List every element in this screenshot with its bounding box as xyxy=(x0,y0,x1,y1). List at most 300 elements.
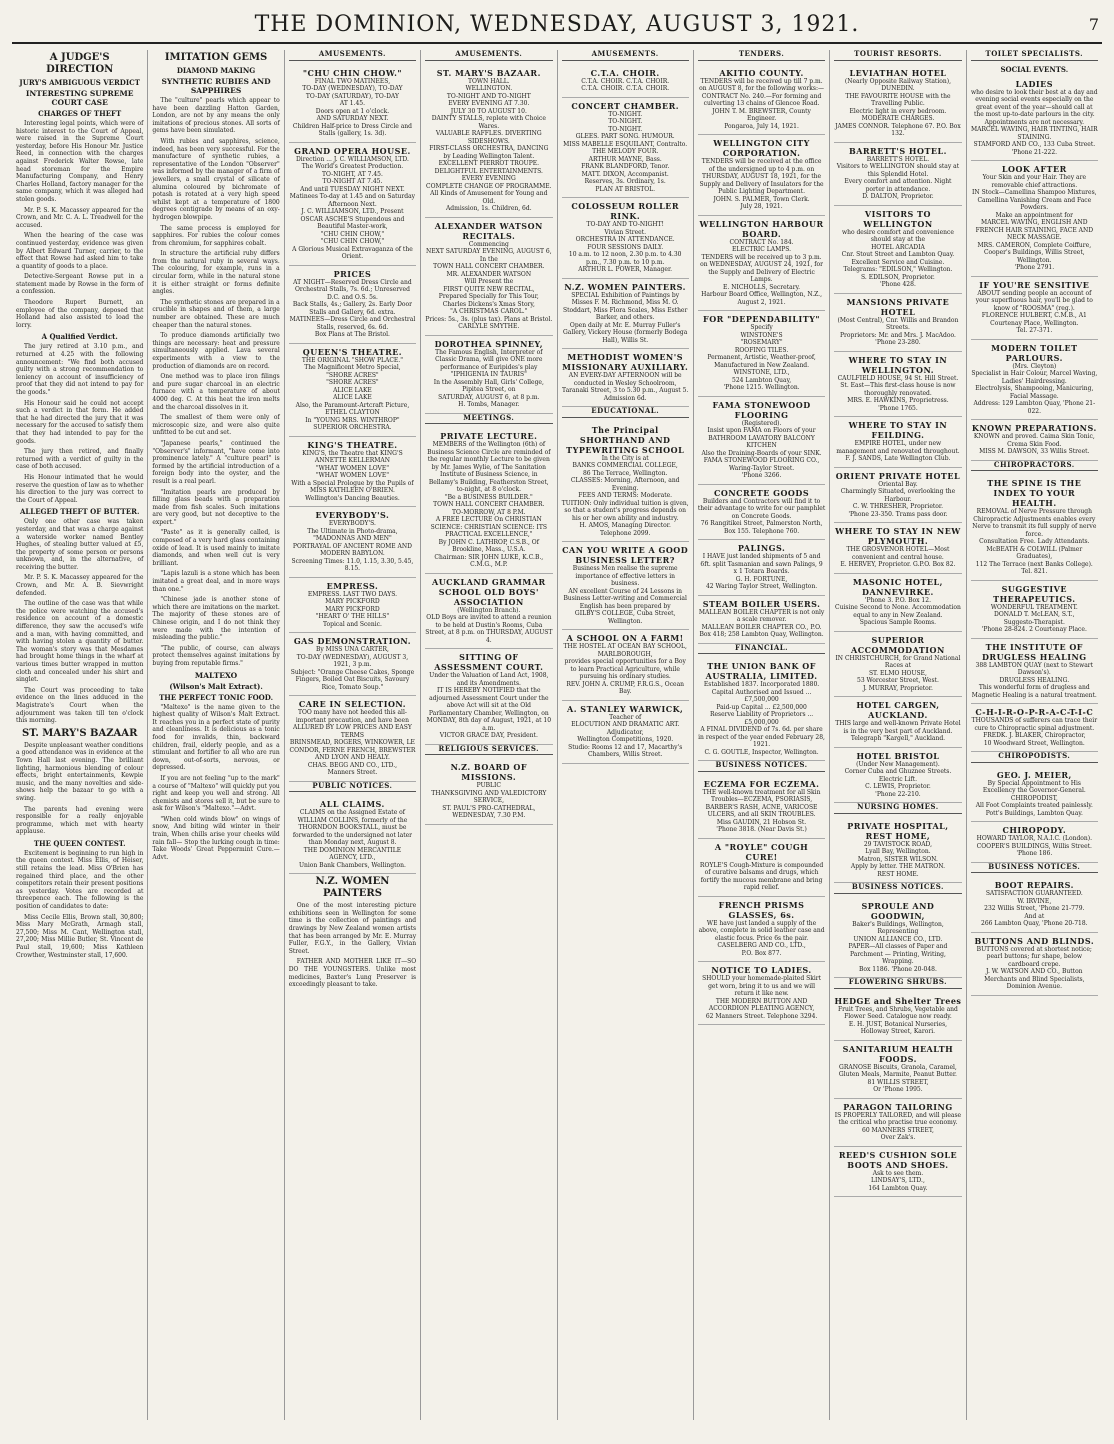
advertisement-line: "WHAT WOMEN LOVE" xyxy=(315,472,389,480)
advertisement-line: ALICE LAKE xyxy=(333,386,372,394)
article-paragraph: "Maltexo" is the name given to the highest quality of Wilson's Malt Extract. It reaches you in a perfect state of purity and cleanliness. It is delicious as a tonic food for invalids, thin, backward children, frail, elderly people, and as a stimulant and fortifier to all who are run down, out-of-sorts, nervous, or depressed. xyxy=(152,703,280,772)
advertisement-line: Pongaroa, July 14, 1921. xyxy=(724,122,799,130)
advertisement-line: 'Phone 186. xyxy=(1016,850,1053,858)
advertisement-line: Miss GAUDIN, 21 Hobson St. xyxy=(716,818,807,826)
classified-advertisement xyxy=(834,1147,961,1198)
advertisement-line: DAINTY STALLS, replete with Choice Wares. xyxy=(431,115,546,130)
advertisement-title: C-H-I-R-O-P-R-A-C-T-I-C xyxy=(975,707,1094,718)
advertisement-line: WEDNESDAY, 7.30 P.M. xyxy=(452,812,526,820)
advertisement-line: TENDERS will be received up to 3 p.m. on WEDNESDAY, AUGUST 24, 1921, for the Supply and Delivery of Electric Lamps. xyxy=(700,253,823,284)
advertisement-line: C. LEWIS, Proprietor. xyxy=(865,783,931,791)
column-section-heading: AMUSEMENTS. xyxy=(425,50,552,61)
classified-advertisement xyxy=(834,468,961,524)
advertisement-title: AUCKLAND GRAMMAR SCHOOL OLD BOYS' ASSOCIATION xyxy=(432,576,546,607)
classified-advertisement xyxy=(834,993,961,1041)
classified-advertisement xyxy=(698,216,825,312)
advertisement-line: Electric Lift. xyxy=(878,775,917,783)
article-subheadline: SYNTHETIC RUBIES AND SAPPHIRES xyxy=(161,77,271,95)
classified-advertisement xyxy=(562,701,689,764)
advertisement-line: Will Present the xyxy=(464,278,514,286)
advertisement-line: CLAIMS on the Assigned Estate of WILLIAM COLLINS, formerly of the THORNDON BOOKSTALL, must be forwarded to the undersigned not later than Monday next, August 8. xyxy=(292,809,413,847)
advertisement-line: THE DOMINION MERCANTILE AGENCY, LTD., xyxy=(303,846,402,862)
newspaper-page xyxy=(12,10,1102,1424)
advertisement-title: NOTICE TO LADIES. xyxy=(711,965,812,976)
classified-advertisement xyxy=(425,428,552,574)
advertisement-title: MANSIONS PRIVATE HOTEL xyxy=(846,296,950,317)
advertisement-line: TENDERS will be received up till 7 p.m. on AUGUST 8, for the following works:— xyxy=(699,77,825,93)
advertisement-line: FIRST-CLASS ORCHESTRA, DANCING by Leading Wellington Talent. xyxy=(429,145,549,160)
classified-advertisement xyxy=(971,420,1098,461)
advertisement-line: C. G. GOUTLE, Inspector, Wellington. xyxy=(704,748,819,756)
article-paragraph: Despite unpleasant weather conditions a good attendance was in evidence at the Town Hall last evening. The brilliant lighting, harmonious blending of colour effects, bright entertainments, Kewpie music, and the many novelties and side-shows help the bazaar to go with a swing. xyxy=(16,741,144,802)
advertisement-line: Back Stalls, 4s.; Gallery, 2s. Early Door Stalls and Gallery, 6d. extra. xyxy=(292,301,413,316)
advertisement-line: IN CHRISTCHURCH, for Grand National Races at xyxy=(835,654,961,670)
advertisement-line: C.T.A. CHOIR. C.T.A. CHOIR. xyxy=(581,85,670,93)
advertisement-line: In the Assembly Hall, Girls' College, Pipitea Street, on xyxy=(433,378,544,394)
advertisement-line: Suggesto-Therapist. xyxy=(1003,618,1065,626)
advertisement-line: J. MURRAY, Proprietor. xyxy=(862,684,933,692)
advertisement-line: A FREE LECTURE On CHRISTIAN SCIENCE: CHRISTIAN SCIENCE: ITS PRACTICAL EXCELLENCE," xyxy=(430,516,547,539)
advertisement-line: JOHN T. M. BREWSTER, County Engineer. xyxy=(712,107,811,123)
column-4 xyxy=(421,50,557,1420)
advertisement-line: ANNETTE KELLERMAN xyxy=(314,457,390,465)
advertisement-line: EMPIRE HOTEL, under new management and renovated throughout. xyxy=(836,440,960,455)
advertisement-line: (Registered). xyxy=(741,419,782,427)
column-section-heading: NURSING HOMES. xyxy=(834,803,961,814)
advertisement-title: VISITORS TO WELLINGTON xyxy=(863,208,933,229)
advertisement-line: Prepared Specially for This Tour, xyxy=(438,293,539,301)
classified-advertisement xyxy=(289,65,416,143)
advertisement-line: 'Phone 3266. xyxy=(741,472,782,480)
article-paragraph: In structure the artificial ruby differs from the natural ruby in several ways. The colouring, for example, runs in a circular form, while in the natural stone it is either straight or forms definite angles. xyxy=(152,250,280,296)
advertisement-line: WONDERFUL TREATMENT. xyxy=(990,603,1078,611)
advertisement-title: EMPRESS. xyxy=(326,580,379,591)
advertisement-line: Oriental Bay. xyxy=(878,480,918,488)
advertisement-line: THE HOSTEL AT OCEAN BAY SCHOOL, MARLBOROUGH, xyxy=(563,643,687,658)
advertisement-title: CARE IN SELECTION. xyxy=(298,699,407,710)
classified-advertisement xyxy=(698,485,825,541)
advertisement-title: KNOWN PREPARATIONS. xyxy=(971,423,1097,434)
advertisement-line: PAPER—All classes of Paper and Parchment — Printing, Writing, Wrapping. xyxy=(848,943,948,966)
advertisement-line: 'Phone 2791. xyxy=(1014,264,1055,272)
advertisement-line: Prices: 5s., 3s. (plus tax). Plans at Bristol. xyxy=(425,315,553,323)
advertisement-line: With a Special Prologue by the Pupils of xyxy=(291,479,414,487)
advertisement-line: AT NIGHT—Reserved Dress Circle and Orchestral Stalls, 7s. 6d.; Unreserved D.C. and O.S. 5s. xyxy=(293,278,412,301)
advertisement-title: A "ROYLE" COUGH CURE! xyxy=(714,841,809,862)
classified-advertisement xyxy=(834,352,961,418)
advertisement-line: REV. JOHN A. CRUMP, F.R.G.S., Ocean Bay. xyxy=(566,680,685,696)
advertisement-title: WHERE TO STAY IN NEW PLYMOUTH. xyxy=(835,526,961,547)
article-paragraph: "Chinese jade is another stone of which there are imitations on the market. The majority of these stones are of Chinese origin, and I do not think they were made with the intention of misleading the public." xyxy=(152,596,280,642)
advertisement-line: 232 Willis Street, 'Phone 21-779. xyxy=(984,905,1085,913)
classified-advertisement xyxy=(425,218,552,336)
advertisement-line: DELIGHTFUL ENTERTAINMENTS. xyxy=(434,167,543,175)
column-grid xyxy=(12,50,1102,1420)
advertisement-line: MODERATE CHARGES. xyxy=(861,115,935,123)
advertisement-line: TO-NIGHT, AT 7.45. xyxy=(321,170,383,178)
advertisement-line: Box 1186. 'Phone 20-048. xyxy=(858,965,937,973)
advertisement-line: "A CHRISTMAS CAROL." xyxy=(450,308,528,316)
advertisement-line: FAMA STONEWOOD FLOORING CO., xyxy=(703,457,820,465)
advertisement-line: The Ultimate in Photo-drama, xyxy=(307,527,398,535)
article-paragraph: Mr. P. S. K. Macassey appeared for the Crown, and Mr. A. B. Sievwright defended. xyxy=(16,574,144,597)
column-section-heading: TENDERS. xyxy=(698,50,825,61)
advertisement-line: D. DALTON, Proprietor. xyxy=(862,193,934,201)
advertisement-line: FIRST QUITE NEW RECITAL, xyxy=(443,285,535,293)
advertisement-line: TO-DAY (WEDNESDAY), TO-DAY xyxy=(302,85,403,93)
advertisement-title: LEVIATHAN HOTEL xyxy=(849,67,947,78)
advertisement-line: who desire comfort and convenience should stay at the xyxy=(841,228,954,244)
article-paragraph: The "culture" pearls which appear to have been dazzling Hatton Garden, London, are not by any means the only imitations of precious stones. All sorts of gems have been simulated. xyxy=(152,97,280,135)
classified-advertisement xyxy=(834,632,961,698)
advertisement-line: 60 MANNERS STREET, xyxy=(862,1126,934,1134)
advertisement-line: "SHORE ACRES" xyxy=(326,371,379,379)
advertisement-line: CLASSES: Morning, Afternoon, and Evening. xyxy=(570,477,680,492)
advertisement-line: DUNEDIN. xyxy=(881,85,915,93)
article-crosshead: THE QUEEN CONTEST. xyxy=(33,838,126,848)
advertisement-title: FOR "DEPENDABILITY" xyxy=(703,314,821,325)
advertisement-line: 'Phone 428. xyxy=(880,281,916,289)
advertisement-line: THE ORIGINAL "SHOW PLACE." xyxy=(301,356,403,364)
advertisement-title: WELLINGTON CITY CORPORATION. xyxy=(713,138,810,159)
classified-advertisement xyxy=(834,206,961,294)
advertisement-line: (Nearly Opposite Railway Station), xyxy=(844,77,951,85)
advertisement-line: MISS M. DAWSON, 33 Willis Street. xyxy=(979,448,1090,456)
advertisement-line: Or 'Phone 1995. xyxy=(873,1086,923,1094)
article-subheadline: INTERESTING SUPREME COURT CASE xyxy=(25,89,134,107)
advertisement-line: IN Stock—Camellina Shampoo Mixtures, Camellina Vanishing Cream and Face Powders. xyxy=(972,189,1097,212)
advertisement-line: MR. ALEXANDER WATSON xyxy=(446,270,532,278)
advertisement-line: Chairman: SIR JOHN LUKE, K.C.B., C.M.G., M.P. xyxy=(434,553,544,569)
advertisement-line: TOWN HALL CONCERT CHAMBER. xyxy=(433,501,545,509)
advertisement-line: Box Plans at The Bristol. xyxy=(314,331,390,339)
advertisement-line: (Wellington Branch). xyxy=(457,606,521,614)
advertisement-line: "Be a BUSINESS BUILDER." xyxy=(444,493,533,501)
classified-advertisement xyxy=(971,76,1098,162)
advertisement-line: FEES AND TERMS: Moderate. xyxy=(578,492,673,500)
advertisement-line: 42 Waring Taylor Street, Wellington. xyxy=(705,583,818,591)
advertisement-line: Cnr. Stout Street and Lambton Quay. Excellent Service and Cuisine. xyxy=(841,251,955,266)
advertisement-title: PALINGS. xyxy=(737,543,786,554)
article-paragraph: Theodore Rupert Burnett, an employee of the company, deposed that Holland had also assisted to load the lorry. xyxy=(16,299,144,329)
advertisement-line: PUBLIC xyxy=(476,782,501,790)
advertisement-title: THE INSTITUTE OF DRUGLESS HEALING xyxy=(981,641,1087,662)
advertisement-line: JULY 30 TO AUGUST 10. xyxy=(450,107,527,115)
advertisement-line: TO-DAY (SATURDAY), TO-DAY xyxy=(305,92,399,100)
advertisement-line: who desire to look their best at a day and evening social events especially on the great event of the year—should call at the most up-to-date parlours in the city. xyxy=(971,88,1098,119)
advertisement-title: SPROULE AND GOODWIN, xyxy=(861,900,935,921)
article-headline: A JUDGE'S DIRECTION xyxy=(46,52,114,75)
advertisement-line: 'Phone 3. P.O. Box 12. xyxy=(864,596,931,604)
advertisement-line: FRANK BLANDFORD, Tenor. xyxy=(581,163,670,171)
advertisement-line: MARCEL WAVING, HAIR TINTING, HAIR STAINING. xyxy=(971,126,1098,141)
advertisement-line: Your Skin and your Hair. They are removable chief attractions. xyxy=(982,174,1087,189)
classified-advertisement xyxy=(425,649,552,745)
advertisement-line: ST. PAUL'S PRO-CATHEDRAL, xyxy=(442,804,536,812)
advertisement-line: St. East—This first-class house is now thoroughly renovated. xyxy=(840,382,956,397)
advertisement-title: The Principal SHORTHAND AND TYPEWRITING SCHOOL xyxy=(566,424,685,455)
column-section-heading: FLOWERING SHRUBS. xyxy=(834,978,961,989)
advertisement-line: 53 Worcester Street, West. xyxy=(857,677,939,685)
advertisement-line: ARTHUR MAYNE, Bass. xyxy=(588,155,662,163)
classified-advertisement xyxy=(698,311,825,397)
advertisement-line: TENDERS will be received at the office of the undersigned up to 4 p.m. on THURSDAY, AUGUST 18, 1921, for the Supply and Delivery of Insulators for the Public Lighting Department. xyxy=(699,158,824,196)
advertisement-line: WE have just landed a supply of the above, complete in solid leather case and elastic focus. Price 6s the pair. xyxy=(698,919,825,942)
advertisement-line: J. W. WATSON AND CO., Button Merchants and Blind Specialists, Dominion Avenue. xyxy=(984,968,1085,991)
classified-advertisement xyxy=(971,933,1098,996)
classified-advertisement xyxy=(698,839,825,897)
classified-advertisement xyxy=(971,277,1098,340)
advertisement-line: Adjudicator, xyxy=(606,728,644,736)
column-3 xyxy=(285,50,421,1420)
column-section-heading: FINANCIAL. xyxy=(698,644,825,655)
classified-advertisement xyxy=(289,437,416,508)
article-paragraph: "Imitation pearls are produced by filling glass beads with a preparation made from fish scales. Such imitations are very good, but not deceptive to the expert." xyxy=(152,488,280,526)
advertisement-title: LADIES xyxy=(1015,78,1053,89)
advertisement-line: BANKS COMMERCIAL COLLEGE, xyxy=(572,462,678,470)
advertisement-line: Matron, SISTER WILSON. xyxy=(857,855,938,863)
advertisement-line: Studio: Rooms 12 and 17, Macarthy's Chambers, Willis Street. xyxy=(568,743,683,759)
advertisement-line: In the City is at xyxy=(601,454,649,462)
advertisement-line: I HAVE just landed shipments of 5 and 6ft. split Tasmanian and sawn Palings, 9 x 1 Totara Boards. xyxy=(700,553,823,576)
advertisement-title: DOROTHEA SPINNEY, xyxy=(434,338,543,349)
advertisement-line: ELECTRIC LAMPS. xyxy=(732,246,792,254)
advertisement-line: TO-DAY AND TO-NIGHT! xyxy=(586,221,664,229)
advertisement-line: TUITION: Only individual tuition is given, so that a student's progress depends on his or her own ability and industry. xyxy=(561,499,689,522)
advertisement-line: MARCEL WAVING, ENGLISH AND FRENCH HAIR STAINING, FACE AND NECK MASSAGE. xyxy=(975,219,1094,242)
advertisement-line: OLD Boys are invited to attend a reunion to be held at Dustin's Rooms, Cuba Street, at 8 p.m. on THURSDAY, AUGUST 4. xyxy=(425,614,553,644)
advertisement-line: Paid-up Capital ... £2,500,000 xyxy=(716,703,807,711)
classified-advertisement xyxy=(834,697,961,748)
advertisement-title: BARRETT'S HOTEL. xyxy=(848,145,947,156)
advertisement-line: Matinees To-day at 1.45 and on Saturday Afternoon Next. xyxy=(289,193,416,208)
advertisement-line: THOUSANDS of sufferers can trace their cure to Chiropractic spinal adjustment. xyxy=(971,717,1098,732)
advertisement-line: WINSTONE, LTD., xyxy=(733,369,790,377)
advertisement-line: Doors open at 1 o'clock. xyxy=(315,107,390,115)
classified-advertisement xyxy=(971,877,1098,933)
advertisement-line: Waring-Taylor Street. xyxy=(728,464,795,472)
advertisement-title: SUPERIOR ACCOMMODATION xyxy=(851,634,945,655)
advertisement-line: DRUGLESS HEALING. xyxy=(999,676,1070,684)
classified-advertisement xyxy=(834,1099,961,1147)
advertisement-title: FRENCH PRISMS GLASSES, 6s. xyxy=(718,899,805,920)
advertisement-line: 112 The Terrace (next Banks College). Tel. 821. xyxy=(975,560,1093,576)
classified-advertisement xyxy=(562,279,689,350)
advertisement-line: Visitors to WELLINGTON should stay at this Splendid Hotel. xyxy=(836,163,960,178)
advertisement-line: VICTOR GRACE DAY, President. xyxy=(439,732,538,740)
advertisement-title: PRICES xyxy=(333,268,372,279)
column-section-heading: EDUCATIONAL. xyxy=(562,407,689,418)
advertisement-line: "WHAT WOMEN LOVE" xyxy=(315,464,389,472)
advertisement-line: The Famous English, Interpreter of Classic Drama, will give ONE more performance of Euripides's play xyxy=(435,348,543,371)
advertisement-line: 524 Lambton Quay, xyxy=(732,376,792,384)
column-6 xyxy=(694,50,830,1420)
advertisement-line: A FINAL DIVIDEND of 7s. 6d. per share in respect of the year ended February 28, 1921. xyxy=(698,726,825,749)
advertisement-line: (Most Central), Cnr. Willis and Brandon Streets. xyxy=(837,316,959,332)
advertisement-title: WHERE TO STAY IN WELLINGTON. xyxy=(848,354,948,375)
advertisement-line: And until TUESDAY NIGHT NEXT. xyxy=(300,185,405,193)
advertisement-title: MODERN TOILET PARLOURS. xyxy=(991,342,1078,363)
advertisement-line: Manners Street. xyxy=(327,769,378,777)
advertisement-line: 'Phone 3818. (Near Davis St.) xyxy=(716,826,807,834)
advertisement-line: MRS. E. HAWKINS, Proprietress. xyxy=(847,397,949,405)
advertisement-line: Under the Valuation of Land Act, 1908, and its Amendments. xyxy=(429,672,549,687)
advertisement-line: Appointments are not necessary. xyxy=(984,118,1085,126)
advertisement-line: Telegrams: "EDILSON," Wellington. xyxy=(843,266,953,274)
advertisement-line: MISS MABELLE ESQUILANT, Contralto. xyxy=(563,140,688,148)
advertisement-line: Reserves, 3s. Ordinary, 1s. xyxy=(584,178,666,186)
advertisement-line: KING'S, the Theatre that KING'S xyxy=(302,449,403,457)
advertisement-line: CHAS. BEGG AND CO., LTD., xyxy=(307,761,398,769)
advertisement-line: OSCAR ASCHE'S Stupendous and Beautiful Master-work, xyxy=(300,215,405,231)
masthead-rule xyxy=(12,42,1102,44)
advertisement-title: THE UNION BANK OF AUSTRALIA, LIMITED. xyxy=(705,661,818,682)
advertisement-title: MASONIC HOTEL, DANNEVIRKE. xyxy=(852,576,943,597)
advertisement-line: 'Phone 1765. xyxy=(878,404,918,412)
advertisement-line: FLORENCE HULBERT, C.M.B., A1 Courtenay Place, Wellington. xyxy=(981,312,1087,327)
advertisement-line: FINAL TWO MATINEES, xyxy=(314,77,391,85)
classified-advertisement xyxy=(562,198,689,279)
classified-advertisement xyxy=(698,897,825,963)
advertisement-line: HOTEL ARCADIA xyxy=(871,243,925,251)
advertisement-line: S. EDILSON, Proprietor. xyxy=(861,273,935,281)
advertisement-line: SATISFACTION GUARANTEED. xyxy=(985,890,1083,898)
advertisement-line: JOHN. S. PALMER, Town Clerk. xyxy=(713,195,810,203)
column-5 xyxy=(558,50,694,1420)
column-section-heading: BUSINESS NOTICES. xyxy=(971,863,1098,874)
classified-advertisement xyxy=(562,349,689,407)
column-7 xyxy=(830,50,966,1420)
classified-advertisement xyxy=(562,65,689,98)
advertisement-line: ALLURED BY LOW PRICES AND EASY TERMS xyxy=(293,724,412,739)
classified-advertisement xyxy=(562,422,689,543)
advertisement-line: CONTRACT No. 184. xyxy=(729,238,794,246)
article-paragraph: Interesting legal points, which were of historic interest to the Court of Appeal, were raised in the Supreme Court yesterday, before His Honour Mr. Justice Reed, in connection with the charges against Frederick Walter Rowse, late head storeman for the Empire Manufacturing Company, and Henry Charles Holland, factory manager for the same company, which it was alleged had stolen goods. xyxy=(16,120,144,203)
advertisement-title: A SCHOOL ON A FARM! xyxy=(566,633,684,644)
article-crosshead: (Wilson's Malt Extract). xyxy=(169,681,263,691)
advertisement-line: NEXT SATURDAY EVENING, AUGUST 6, xyxy=(426,248,552,256)
classified-advertisement xyxy=(289,143,416,266)
advertisement-line: EVERY EVENING xyxy=(461,175,516,183)
advertisement-line: BARRETT'S HOTEL. xyxy=(866,155,930,163)
advertisement-line: Corner Cuba and Ghuznee Streets. xyxy=(844,768,952,776)
column-section-heading: AMUSEMENTS. xyxy=(289,50,416,61)
advertisement-line: TOO many have not heeded this all-important precaution, and have been xyxy=(295,709,409,724)
advertisement-line: AN EVERY-DAY AFTERNOON will be conducted in Wesley Schoolroom, Taranaki Street, 3 to 5.30 p.m., August 5. xyxy=(562,372,689,395)
article-paragraph: The same process is employed for sapphires. For rubies the colour comes from chromium, for sapphires cobalt. xyxy=(152,224,280,247)
advertisement-line: KNOWN and proved. Caima Skin Tonic, Crema Skin Food. xyxy=(973,433,1095,448)
article-crosshead: A Qualified Verdict. xyxy=(41,332,118,342)
advertisement-line: Screening Times: 11.0, 1.15, 3.30, 5.45, 8.15. xyxy=(291,557,414,573)
advertisement-line: Consultation Free. Lady Attendants. xyxy=(979,538,1090,546)
classified-advertisement xyxy=(698,776,825,839)
advertisement-line: THIS large and well-known Private Hotel is in the very best part of Auckland. xyxy=(835,720,961,735)
article-paragraph: The jury then retired, and finally returned with a verdict of guilty in the case of both accused. xyxy=(16,448,144,471)
advertisement-title: HOTEL BRISTOL xyxy=(856,750,940,761)
advertisement-line: REST HOME. xyxy=(877,870,919,878)
advertisement-line: "HEART O' THE HILLS" xyxy=(315,613,390,621)
advertisement-line: ST. ELMO HOUSE, xyxy=(868,669,927,677)
advertisement-line: Capital Authorised and Issued ... £7,500,000 xyxy=(711,688,812,704)
advertisement-title: METHODIST WOMEN'S MISSIONARY AUXILIARY. xyxy=(562,352,689,373)
advertisement-title: HEDGE and Shelter Trees xyxy=(834,995,962,1006)
advertisement-line: SATURDAY, AUGUST 6, at 8 p.m. xyxy=(438,393,540,401)
advertisement-line: All Foot Complaints treated painlessly. xyxy=(975,802,1093,810)
classified-advertisement xyxy=(834,417,961,468)
advertisement-line: ARTHUR L. POWER, Manager. xyxy=(578,266,673,274)
article-paragraph: His Honour said he could not accept such a verdict in that form. He added that he had directed the jury that it was necessary for the accused to satisfy them that they had intended to pay for the goods. xyxy=(16,399,144,445)
advertisement-line: TO-NIGHT. xyxy=(608,110,643,118)
advertisement-line: Established 1837. Incorporated 1880. xyxy=(703,681,820,689)
article-crosshead: CHARGES OF THEFT xyxy=(38,109,122,118)
advertisement-title: REED'S CUSHION SOLE BOOTS AND SHOES. xyxy=(838,1149,958,1170)
article-paragraph: Excitement is beginning to run high in the queen contest. Miss Ellis, of Heiser, still retains the lead. Miss O'Brien has regained third place, and the other competitors retain their present positions as yesterday. Votes are recorded at threepence each. The following is the position of candidates to date: xyxy=(16,849,144,911)
classified-advertisement xyxy=(562,98,689,199)
advertisement-line: TO-NIGHT. xyxy=(608,118,643,126)
classified-advertisement xyxy=(289,633,416,696)
advertisement-line: EVERYBODY'S. xyxy=(328,520,376,528)
advertisement-line: REMOVAL of Nerve Pressure through Chiropractic Adjustments enables every Nerve to transmit its full supply of nerve force. xyxy=(972,508,1097,538)
advertisement-title: FAMA STONEWOOD FLOORING xyxy=(712,399,811,420)
advertisement-line: LINDSAY'S, LTD., xyxy=(871,1177,925,1185)
article-headline: N.Z. WOMEN PAINTERS xyxy=(315,876,390,900)
advertisement-line: Telegraph "Kargell," Auckland. xyxy=(850,735,946,743)
advertisement-title: PARAGON TAILORING xyxy=(843,1101,953,1112)
advertisement-line: E. HERVEY, Proprietor. G.P.O. Box 82. xyxy=(840,561,956,569)
classified-advertisement xyxy=(834,523,961,574)
article-paragraph: One method was to place iron filings and pure sugar charcoal in an electric furnace with a temperature of about 4000 deg. C. At this heat the iron melts and the charcoal dissolves in it. xyxy=(152,373,280,411)
advertisement-line: TOWN HALL CONCERT CHAMBER. xyxy=(433,263,545,271)
advertisement-line: 'Phone 28-824. 2 Courtenay Place. xyxy=(981,626,1087,634)
advertisement-line: P.O. Box 877. xyxy=(741,949,782,957)
classified-advertisement xyxy=(834,294,961,352)
advertisement-title: WHERE TO STAY IN FEILDING. xyxy=(848,420,948,441)
article-crosshead: JURY'S AMBIGUOUS VERDICT xyxy=(19,78,140,87)
advertisement-title: ALL CLAIMS. xyxy=(320,799,385,810)
advertisement-line: By JOHN C. LATHROP, C.S.B., Of Brookline, Mass., U.S.A. xyxy=(438,538,539,554)
advertisement-line: Spacious Sample Rooms. xyxy=(859,619,937,627)
advertisement-line: 'Phone 22-210. xyxy=(875,790,921,798)
article-paragraph: "Lapis lazuli is a stone which has been imitated a great deal, and in more ways than one." xyxy=(152,570,280,593)
article-paragraph: The outline of the case was that while the police were watching the accused's residence on account of a domestic difference, they saw the accused's wife and a man, with having committed, and with having stolen a quantity of butter. The woman's story was that Mesdames had brought home things in the wharf at various times butter wrapped in mutton cloth and concealed under his shirt and singlet. xyxy=(16,600,144,684)
article-headline: ST. MARY'S BAZAAR xyxy=(21,727,138,739)
advertisement-line: MATINEES—Dress Circle and Orchestral Stalls, reserved, 6s. 6d. xyxy=(289,316,416,331)
advertisement-line: Open daily at Mr. E. Murray Fuller's Gallery, Vickery House (formerly Bodega Hall), Willis St. xyxy=(563,321,688,344)
advertisement-line: THANKSGIVING AND VALEDICTORY SERVICE, xyxy=(431,789,547,805)
advertisement-line: 62 Manners Street. Telephone 3294. xyxy=(705,1012,818,1020)
classified-advertisement xyxy=(289,796,416,874)
advertisement-line: TO-NIGHT AT 7.45. xyxy=(322,178,383,186)
advertisement-line: AT 1.45. xyxy=(339,100,366,108)
classified-advertisement xyxy=(971,581,1098,639)
advertisement-line: DONALD T. McLEAN, S.T., xyxy=(994,611,1075,619)
advertisement-line: Tel. 27-371. xyxy=(1016,327,1053,335)
advertisement-line: COMPLETE CHANGE OF PROGRAMME. xyxy=(426,182,552,190)
advertisement-title: STEAM BOILER USERS. xyxy=(702,598,821,609)
classified-advertisement xyxy=(971,767,1098,823)
column-section-heading: TOILET SPECIALISTS. xyxy=(971,50,1098,61)
advertisement-line: This wonderful form of drugless and Magnetic Healing is a natural treatment. xyxy=(971,684,1097,699)
column-2 xyxy=(148,50,284,1420)
advertisement-line: Apply by letter. THE MATRON. xyxy=(850,863,945,871)
article-headline: IMITATION GEMS xyxy=(164,52,268,63)
advertisement-line: Subject: "Orange Cheese Cakes, Sponge Fingers, Boiled Oat Biscuits, Savoury Rice, Tomato Soup." xyxy=(290,668,415,691)
advertisement-line: THE well-known treatment for all Skin Troubles—ECZEMA, PSORIASIS, BARBER'S RASH, ACNE, VARICOSE ULCERS, and all SKIN TROUBLES. xyxy=(702,788,821,819)
advertisement-line: Pott's Buildings, Lambton Quay. xyxy=(985,809,1083,817)
advertisement-line: In the xyxy=(479,255,498,263)
advertisement-line: TOWN HALL. xyxy=(467,77,510,85)
advertisement-line: GRANOSE Biscuits, Granola, Caramel, Gluten Meals, Marmite, Peanut Butter. xyxy=(838,1063,957,1079)
